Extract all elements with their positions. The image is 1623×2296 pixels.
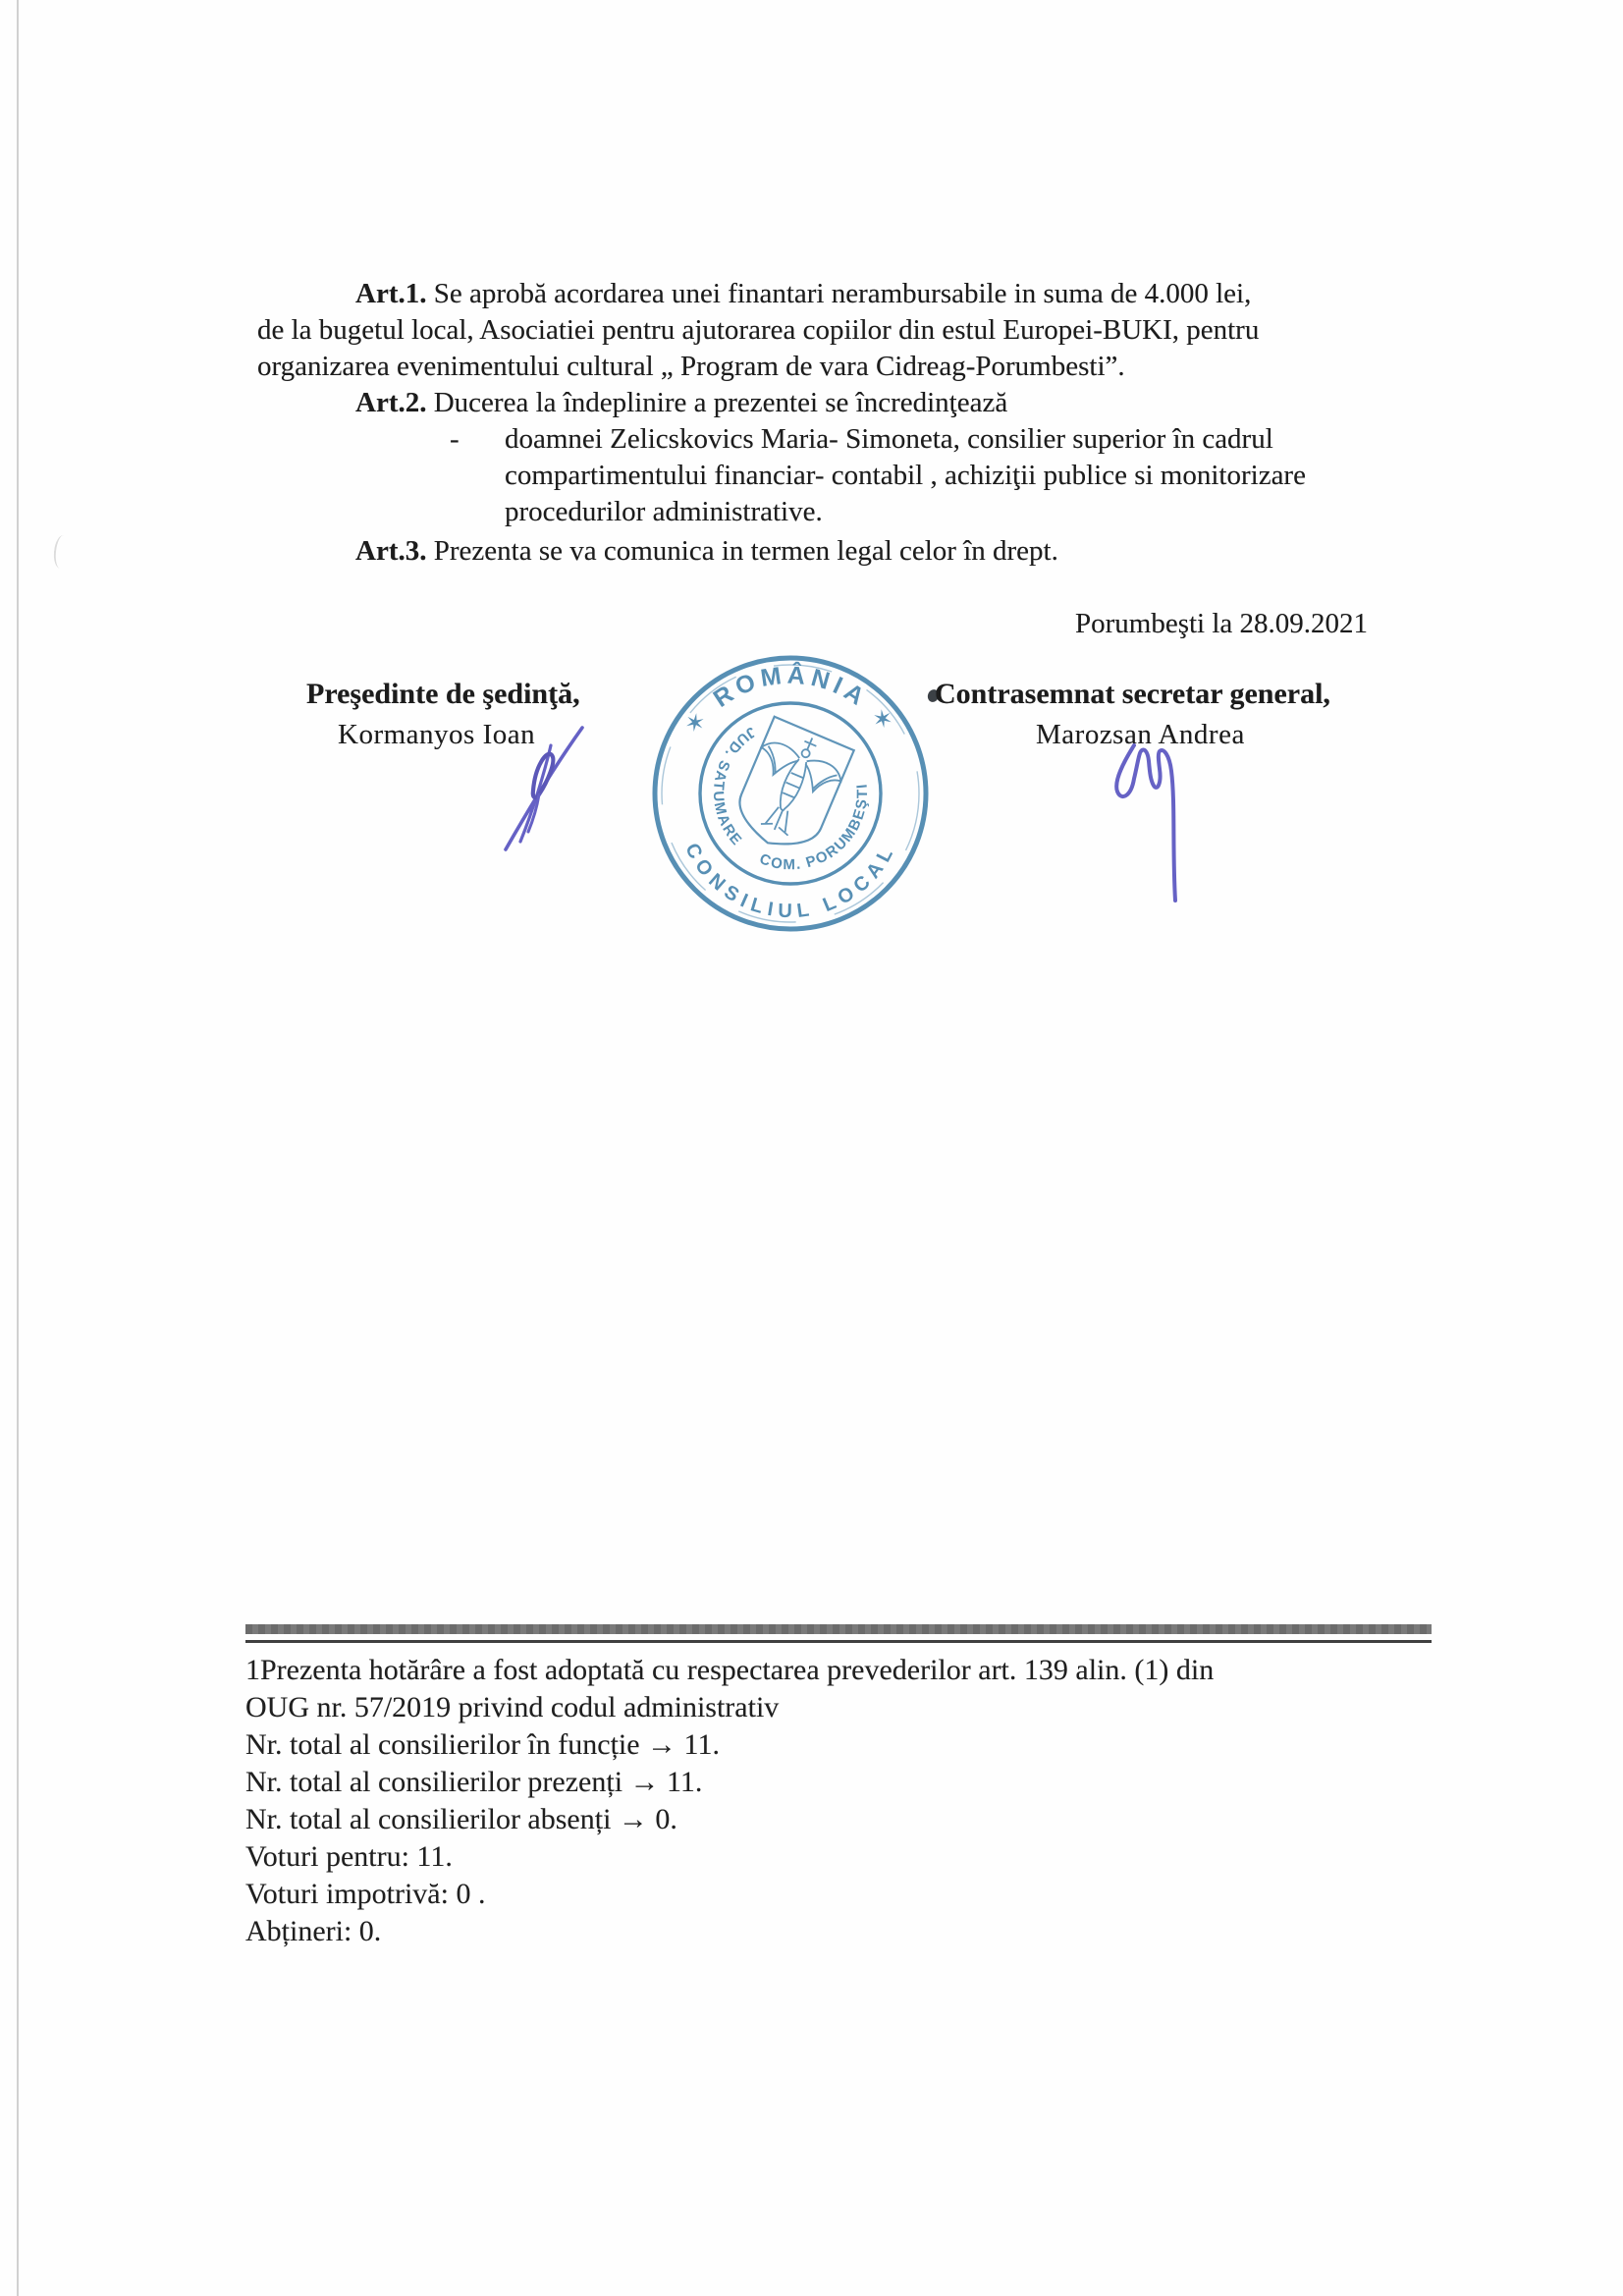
footnote-separator-bar bbox=[245, 1624, 1432, 1634]
secretary-title: Contrasemnat secretar general, bbox=[935, 678, 1330, 710]
signature-strokes bbox=[1116, 745, 1175, 901]
secretary-name: Marozsan Andrea bbox=[1036, 719, 1245, 750]
list-bullet-dash: - bbox=[450, 423, 460, 455]
art3-line1 bbox=[355, 533, 1058, 570]
footnote-line-5: Nr. total al consilierilor absenți → 0. bbox=[245, 1803, 677, 1835]
footnote-separator-line bbox=[245, 1640, 1432, 1643]
stamp-commune-text: COM. PORUMBEŞTI bbox=[757, 782, 872, 874]
footnote-line-7: Voturi impotrivă: 0 . bbox=[245, 1878, 486, 1910]
art1-label: Art.1. bbox=[355, 278, 427, 309]
footnote-line-3: Nr. total al consilierilor în funcție → 11. bbox=[245, 1728, 720, 1761]
art3-label: Art.3. bbox=[355, 535, 427, 567]
list-item-line2: compartimentului financiar- contabil , achiziţii publice si monitorizare bbox=[505, 460, 1306, 491]
footnote-line-8: Abțineri: 0. bbox=[245, 1915, 382, 1947]
art1-line3: organizarea evenimentului cultural „ Program de vara Cidreag-Porumbesti”. bbox=[257, 351, 1125, 382]
art2-label: Art.2. bbox=[355, 387, 427, 418]
president-signature bbox=[496, 712, 604, 859]
art3-text1: Prezenta se va comunica in termen legal celor în drept. bbox=[426, 535, 1058, 567]
stamp-country-text: ✶ ROMÂNIA ✶ bbox=[678, 661, 902, 740]
art1-text1: Se aprobă acordarea unei finantari nerambursabile in suma de 4.000 lei, bbox=[426, 278, 1252, 309]
art1-line1 bbox=[355, 276, 1251, 312]
stamp-county-text: JUD. SATUMARE bbox=[709, 723, 759, 849]
footnote-line-2: OUG nr. 57/2019 privind codul administrativ bbox=[245, 1691, 780, 1723]
secretary-signature bbox=[1095, 732, 1193, 918]
dateline: Porumbeşti la 28.09.2021 bbox=[1075, 608, 1369, 639]
art2-text1: Ducerea la îndeplinire a prezentei se încredinţează bbox=[426, 387, 1008, 418]
footnote-line-1: 1Prezenta hotărâre a fost adoptată cu respectarea prevederilor art. 139 alin. (1) din bbox=[245, 1654, 1215, 1686]
footnote-line-4: Nr. total al consilierilor prezenți → 11. bbox=[245, 1766, 703, 1798]
art1-line2: de la bugetul local, Asociatiei pentru ajutorarea copiilor din estul Europei-BUKI, pentru bbox=[257, 314, 1260, 346]
list-item-line3: procedurilor administrative. bbox=[505, 496, 823, 527]
art2-line1 bbox=[355, 385, 1007, 421]
list-item-line1: doamnei Zelicskovics Maria- Simoneta, consilier superior în cadrul bbox=[505, 423, 1273, 455]
scan-edge-line-artifact bbox=[17, 0, 19, 2296]
signature-strokes bbox=[506, 728, 582, 849]
president-title: Preşedinte de şedinţă, bbox=[306, 678, 580, 710]
scan-curve-artifact bbox=[52, 534, 71, 569]
footnote-line-6: Voturi pentru: 11. bbox=[245, 1840, 453, 1873]
official-stamp bbox=[643, 646, 938, 941]
president-name: Kormanyos Ioan bbox=[338, 719, 536, 750]
stamp-council-text: CONSILIUL LOCAL bbox=[680, 840, 900, 923]
stamp-outer-circle bbox=[655, 658, 926, 929]
